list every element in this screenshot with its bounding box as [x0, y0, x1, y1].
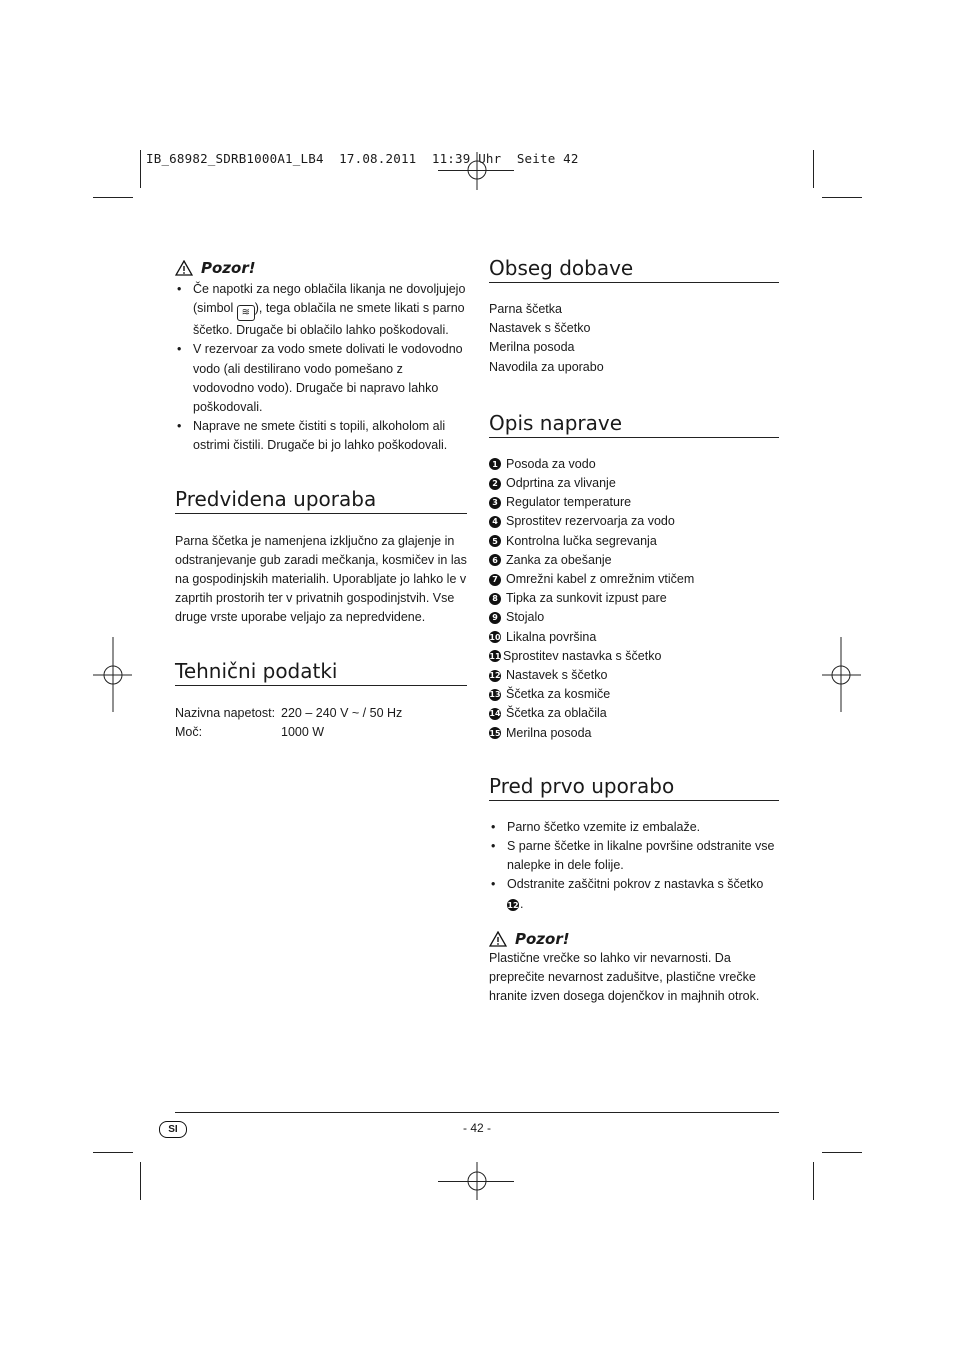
no-iron-symbol-icon: ≋: [237, 305, 255, 321]
list-item: 10 Likalna površina: [489, 629, 597, 644]
first-use-list: [489, 818, 779, 914]
list-item: 3 Regulator temperature: [489, 493, 779, 512]
print-slug: IB_68982_SDRB1000A1_LB4 17.08.2011 11:39 Uhr Seite 42: [146, 151, 579, 166]
warning-list: [175, 280, 467, 456]
first-use-heading: Pred prvo uporabo: [489, 773, 779, 801]
list-item: 15 Merilna posoda: [489, 725, 592, 740]
list-item: 7 Omrežni kabel z omrežnim vtičem: [489, 570, 779, 589]
list-item: • Naprave ne smete čistiti s topili, alkoholom ali ostrimi čistili. Drugače bi jo lahko poškodovali.: [175, 417, 467, 455]
description-heading: Opis naprave: [489, 410, 779, 438]
list-item: 6 Zanka za obešanje: [489, 551, 779, 570]
warning-heading: Pozor!: [489, 928, 779, 950]
list-item: Merilna posoda: [489, 340, 575, 355]
tech-data-heading: Tehnični podatki: [175, 658, 467, 686]
list-item: Navodila za uporabo: [489, 359, 604, 374]
list-item: • V rezervoar za vodo smete dolivati le vodovodno vodo (ali destilirano vodo pomešano z vodovodno vodo). Drugače bi napravo lahko poškodovali.: [175, 340, 467, 417]
list-item: 5 Kontrolna lučka segrevanja: [489, 532, 779, 551]
spec-row: Nazivna napetost: 220 – 240 V ~ / 50 Hz: [175, 705, 403, 720]
intended-use-text: Parna ščetka je namenjena izključno za glajenje in odstranjevanje gub zaradi mečkanja, kosmičev in las na gospodinjskih materialih. Uporabljate jo lahko le v zaprtih prostorih ter v privatnih gospodinjstvih. Vse druge vrste uporabe veljajo za nepredvidene.: [175, 533, 467, 625]
list-item: 8 Tipka za sunkovit izpust pare: [489, 589, 779, 608]
list-item: 4 Sprostitev rezervoarja za vodo: [489, 512, 779, 531]
scope-list: [489, 300, 779, 377]
language-badge: SI: [159, 1121, 187, 1138]
intended-use-heading: Predvidena uporaba: [175, 486, 467, 514]
warning-icon: [175, 260, 193, 276]
list-item: • Odstranite zaščitni pokrov z nastavka s ščetko 12.: [489, 875, 779, 913]
tech-data-table: [175, 704, 467, 742]
list-item: 11 Sprostitev nastavka s ščetko: [489, 648, 662, 663]
scope-heading: Obseg dobave: [489, 255, 779, 283]
warning-icon: [489, 931, 507, 947]
list-item: 14 Ščetka za oblačila: [489, 706, 607, 721]
page-number: - 42 -: [462, 1121, 491, 1135]
list-item: Nastavek s ščetko: [489, 321, 591, 336]
footer-rule: [175, 1112, 779, 1113]
list-item: • S parne ščetke in likalne površine odstranite vse nalepke in dele folije.: [489, 837, 779, 875]
list-item: Parna ščetka: [489, 302, 562, 316]
warning-text: Plastične vrečke so lahko vir nevarnosti. Da preprečite nevarnost zadušitve, plastične vrečke hranite izven dosega dojenčkov in majhnih otrok.: [489, 950, 760, 1004]
list-item: 1 Posoda za vodo: [489, 455, 779, 474]
description-list: [489, 455, 779, 743]
list-item: • Če napotki za nego oblačila likanja ne dovoljujejo (simbol ≋ ), tega oblačila ne smete likati s parno ščetko. Drugače bi oblačilo lahko poškodovali.: [175, 280, 467, 340]
warning-heading: Pozor!: [175, 257, 467, 279]
left-column: [175, 257, 467, 742]
list-item: 9 Stojalo: [489, 608, 779, 627]
spec-row: Moč: 1000 W: [175, 724, 325, 739]
list-item: 2 Odprtina za vlivanje: [489, 474, 779, 493]
right-column: [489, 255, 779, 1006]
list-item: 13 Ščetka za kosmiče: [489, 687, 611, 702]
list-item: • Parno ščetko vzemite iz embalaže.: [489, 818, 779, 837]
list-item: 12 Nastavek s ščetko: [489, 668, 608, 683]
